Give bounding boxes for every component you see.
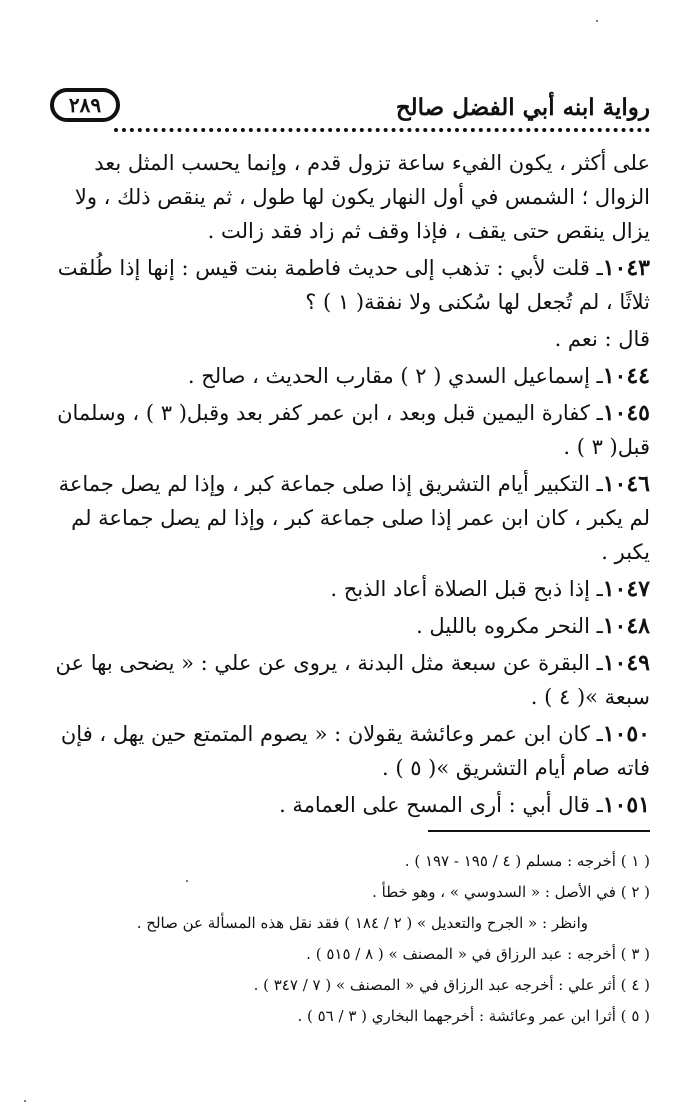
paragraph [44, 717, 650, 785]
item-number: ١٠٤٣ [602, 255, 650, 281]
paragraph-text: ـ كان ابن عمر وعائشة يقولان : « يصوم المتمتع حين يهل ، فإن فاته صام أيام التشريق »( ٥ ) . [60, 722, 650, 780]
item-number: ١٠٤٩ [602, 650, 650, 676]
footnote: ( ١ ) أخرجه : مسلم ( ٤ / ١٩٥ - ١٩٧ ) . [404, 852, 650, 870]
footnote: ( ٤ ) أثر علي : أخرجه عبد الرزاق في « المصنف » ( ٧ / ٣٤٧ ) . [253, 976, 650, 994]
item-number: ١٠٥١ [602, 792, 650, 818]
paragraph-text: على أكثر ، يكون الفيء ساعة تزول قدم ، وإنما يحسب المثل بعد الزوال ؛ الشمس في أول النهار يكون لها طول ، ثم ينقص ذلك ، ولا يزال ينقص حتى يقف ، فإذا وقف ثم زاد فقد زالت . [74, 151, 650, 243]
footnotes [44, 846, 650, 1032]
paragraph-text: ـ النحر مكروه بالليل . [416, 614, 603, 638]
scan-speck [186, 880, 188, 882]
paragraph-text: ـ قلت لأبي : تذهب إلى حديث فاطمة بنت قيس : إنها إذا طُلقت ثلاثًا ، لم تُجعل لها سُكنى ولا نفقة( ١ ) ؟ [57, 256, 650, 314]
paragraph [44, 322, 650, 356]
paragraph [44, 251, 650, 319]
paragraph [44, 467, 650, 569]
main-text [44, 146, 650, 825]
running-title: رواية ابنه أبي الفضل صالح [395, 94, 650, 121]
item-number: ١٠٤٨ [602, 613, 650, 639]
page-number: ٢٨٩ [50, 88, 120, 122]
paragraph-text: قال : نعم . [554, 327, 650, 351]
footnote: وانظر : « الجرح والتعديل » ( ٢ / ١٨٤ ) فقد نقل هذه المسألة عن صالح . [136, 914, 588, 932]
item-number: ١٠٤٤ [602, 363, 650, 389]
footnote: ( ٥ ) أثرا ابن عمر وعائشة : أخرجهما البخاري ( ٣ / ٥٦ ) . [297, 1007, 650, 1025]
paragraph [44, 359, 650, 393]
paragraph [44, 609, 650, 643]
item-number: ١٠٤٧ [602, 576, 650, 602]
footnote: ( ٣ ) أخرجه : عبد الرزاق في « المصنف » ( ٨ / ٥١٥ ) . [306, 945, 650, 963]
scan-speck [24, 1100, 26, 1102]
paragraph-text: ـ البقرة عن سبعة مثل البدنة ، يروى عن علي : « يضحى بها عن سبعة »( ٤ ) . [55, 651, 650, 709]
paragraph [44, 788, 650, 822]
paragraph-text: ـ التكبير أيام التشريق إذا صلى جماعة كبر ، وإذا لم يصل جماعة لم يكبر ، كان ابن عمر إذا صلى جماعة كبر ، وإذا لم يصل جماعة لم يكبر . [58, 472, 650, 564]
footnote: ( ٢ ) في الأصل : « السدوسي » ، وهو خطأ . [372, 883, 650, 901]
item-number: ١٠٤٥ [602, 400, 650, 426]
paragraph-text: ـ قال أبي : أرى المسح على العمامة . [279, 793, 603, 817]
page-header [50, 88, 650, 134]
paragraph [44, 572, 650, 606]
paragraph [44, 396, 650, 464]
scan-speck [596, 20, 598, 22]
paragraph-text: ـ إذا ذبح قبل الصلاة أعاد الذبح . [330, 577, 603, 601]
paragraph [44, 646, 650, 714]
header-rule [114, 128, 650, 132]
paragraph-text: ـ كفارة اليمين قبل وبعد ، ابن عمر كفر بعد وقبل( ٣ ) ، وسلمان قبل( ٣ ) . [57, 401, 650, 459]
footnote-separator [428, 830, 650, 832]
paragraph-text: ـ إسماعيل السدي ( ٢ ) مقارب الحديث ، صالح . [187, 364, 603, 388]
item-number: ١٠٥٠ [602, 721, 650, 747]
item-number: ١٠٤٦ [602, 471, 650, 497]
paragraph [44, 146, 650, 248]
